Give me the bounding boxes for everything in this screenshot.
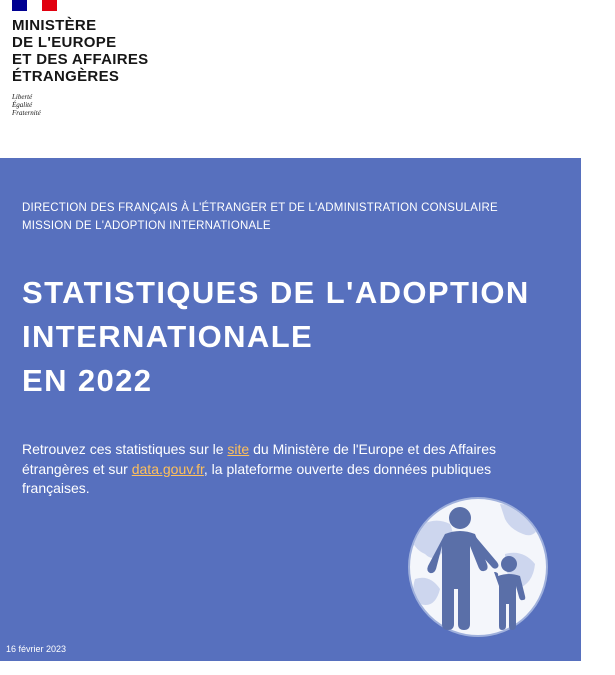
page-title-line: INTERNATIONALE: [22, 319, 314, 354]
ministry-name-line: DE L'EUROPE: [12, 34, 117, 51]
ministry-name-line: ÉTRANGÈRES: [12, 68, 120, 85]
mission-line: MISSION DE L'ADOPTION INTERNATIONALE: [22, 220, 271, 232]
page-title-line: EN 2022: [22, 363, 153, 398]
site-link[interactable]: site: [227, 441, 250, 457]
page-title-line: STATISTIQUES DE L'ADOPTION: [22, 275, 530, 310]
ministry-name-line: MINISTÈRE: [12, 17, 97, 34]
data-gouv-link[interactable]: data.gouv.fr: [131, 460, 204, 477]
intro-text: Retrouvez ces statistiques sur le: [22, 441, 228, 457]
intro-text: , la plateforme ouverte des données publiques françaises.: [22, 460, 492, 496]
department-line: DIRECTION DES FRANÇAIS À L'ÉTRANGER ET DE L'ADMINISTRATION CONSULAIRE: [22, 202, 498, 214]
motto-line: Liberté: [12, 93, 33, 101]
cover-panel: [0, 158, 581, 661]
ministry-name-line: ET DES AFFAIRES: [12, 51, 149, 68]
publication-date: 16 février 2023: [6, 644, 67, 654]
adult-and-child-globe-icon: [405, 494, 551, 640]
motto-line: Fraternité: [12, 109, 41, 117]
intro-paragraph: [22, 440, 562, 499]
intro-text: du Ministère de l'Europe et des Affaires étrangères et sur: [22, 441, 496, 477]
ministry-logo: [12, 0, 192, 128]
french-flag-icon: [12, 0, 57, 11]
motto-line: Égalité: [12, 101, 33, 109]
